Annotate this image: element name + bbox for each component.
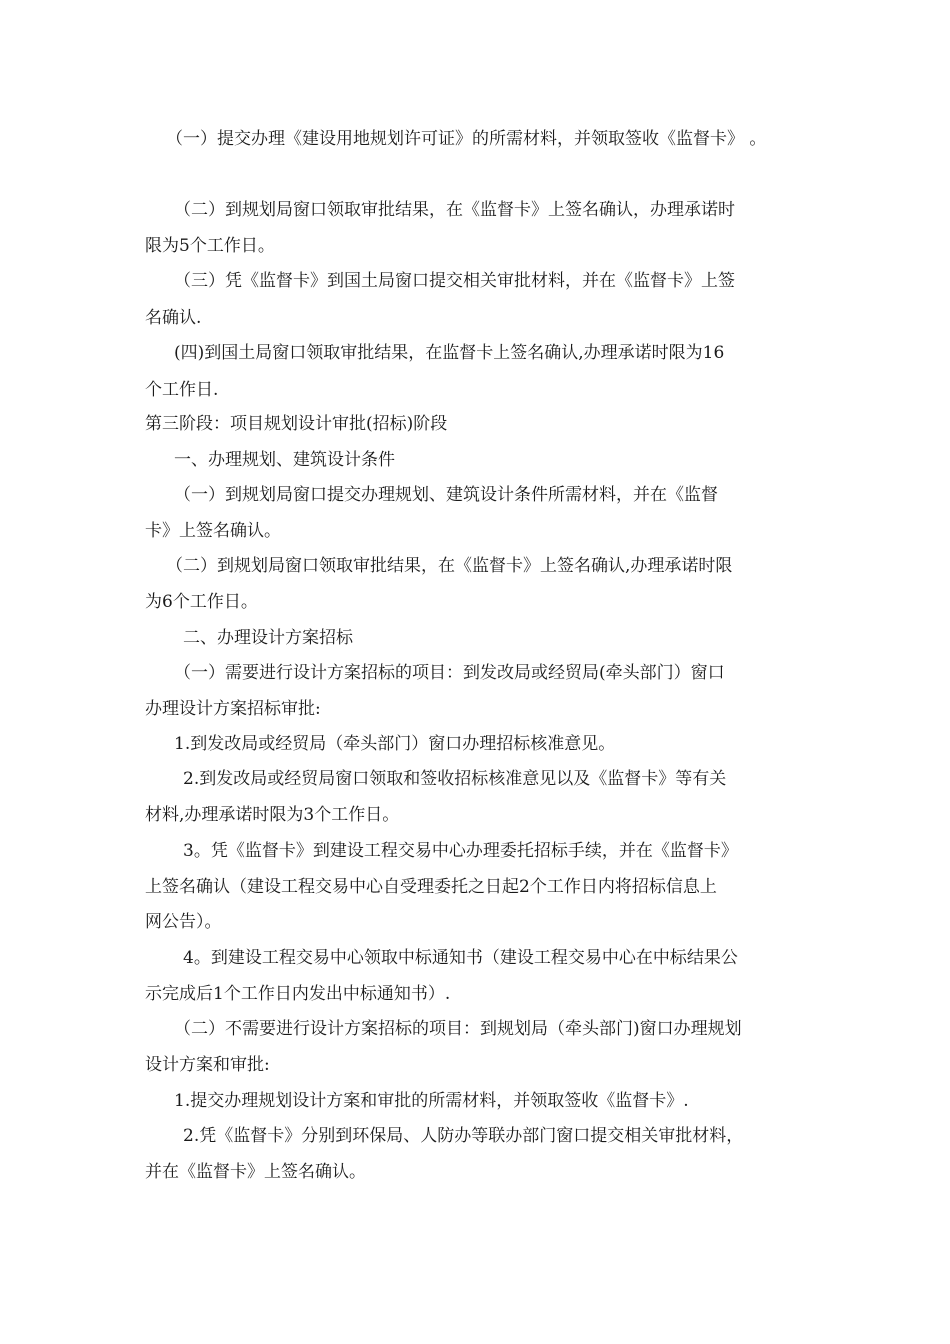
paragraph-line: （二）不需要进行设计方案招标的项目：到规划局（牵头部门)窗口办理规划 xyxy=(174,1019,742,1039)
subsection-heading: 二、办理设计方案招标 xyxy=(183,628,353,648)
paragraph-line: (四)到国土局窗口领取审批结果，在监督卡上签名确认,办理承诺时限为16 xyxy=(174,343,725,363)
list-item-line: 1.到发改局或经贸局（牵头部门）窗口办理招标核准意见。 xyxy=(174,734,616,754)
paragraph-line: 设计方案和审批: xyxy=(145,1055,270,1075)
paragraph-line: （二）到规划局窗口领取审批结果，在《监督卡》上签名确认,办理承诺时限 xyxy=(166,556,733,576)
paragraph-line: 卡》上签名确认。 xyxy=(145,521,281,541)
paragraph-line: 限为5个工作日。 xyxy=(145,236,275,256)
paragraph-line: （一）到规划局窗口提交办理规划、建筑设计条件所需材料，并在《监督 xyxy=(174,485,718,505)
list-item-line: 3。凭《监督卡》到建设工程交易中心办理委托招标手续，并在《监督卡》 xyxy=(183,841,738,861)
paragraph-line: 为6个工作日。 xyxy=(145,592,258,612)
paragraph-line: 材料,办理承诺时限为3个工作日。 xyxy=(145,805,400,825)
list-item-line: 4。到建设工程交易中心领取中标通知书（建设工程交易中心在中标结果公 xyxy=(183,948,738,968)
paragraph-line: 名确认. xyxy=(145,308,202,328)
paragraph-line: 网公告）。 xyxy=(145,912,222,932)
paragraph-line: （二）到规划局窗口领取审批结果，在《监督卡》上签名确认，办理承诺时 xyxy=(174,200,735,220)
paragraph-line: 上签名确认（建设工程交易中心自受理委托之日起2个工作日内将招标信息上 xyxy=(145,877,717,897)
paragraph-line: 个工作日. xyxy=(145,380,219,400)
list-item-line: 2.到发改局或经贸局窗口领取和签收招标核准意见以及《监督卡》等有关 xyxy=(183,769,727,789)
paragraph-line: （一）提交办理《建设用地规划许可证》的所需材料，并领取签收《监督卡》 。 xyxy=(166,129,767,149)
paragraph-line: 示完成后1个工作日内发出中标通知书）. xyxy=(145,984,451,1004)
paragraph-line: （一）需要进行设计方案招标的项目：到发改局或经贸局(牵头部门）窗口 xyxy=(174,663,725,683)
list-item-line: 2.凭《监督卡》分别到环保局、人防办等联办部门窗口提交相关审批材料， xyxy=(183,1126,744,1146)
paragraph-line: 办理设计方案招标审批: xyxy=(145,699,321,719)
section-heading: 第三阶段：项目规划设计审批(招标)阶段 xyxy=(145,414,448,434)
list-item-line: 1.提交办理规划设计方案和审批的所需材料，并领取签收《监督卡》. xyxy=(174,1091,689,1111)
subsection-heading: 一、办理规划、建筑设计条件 xyxy=(174,450,395,470)
paragraph-line: 并在《监督卡》上签名确认。 xyxy=(145,1162,366,1182)
paragraph-line: （三）凭《监督卡》到国土局窗口提交相关审批材料，并在《监督卡》上签 xyxy=(174,271,735,291)
